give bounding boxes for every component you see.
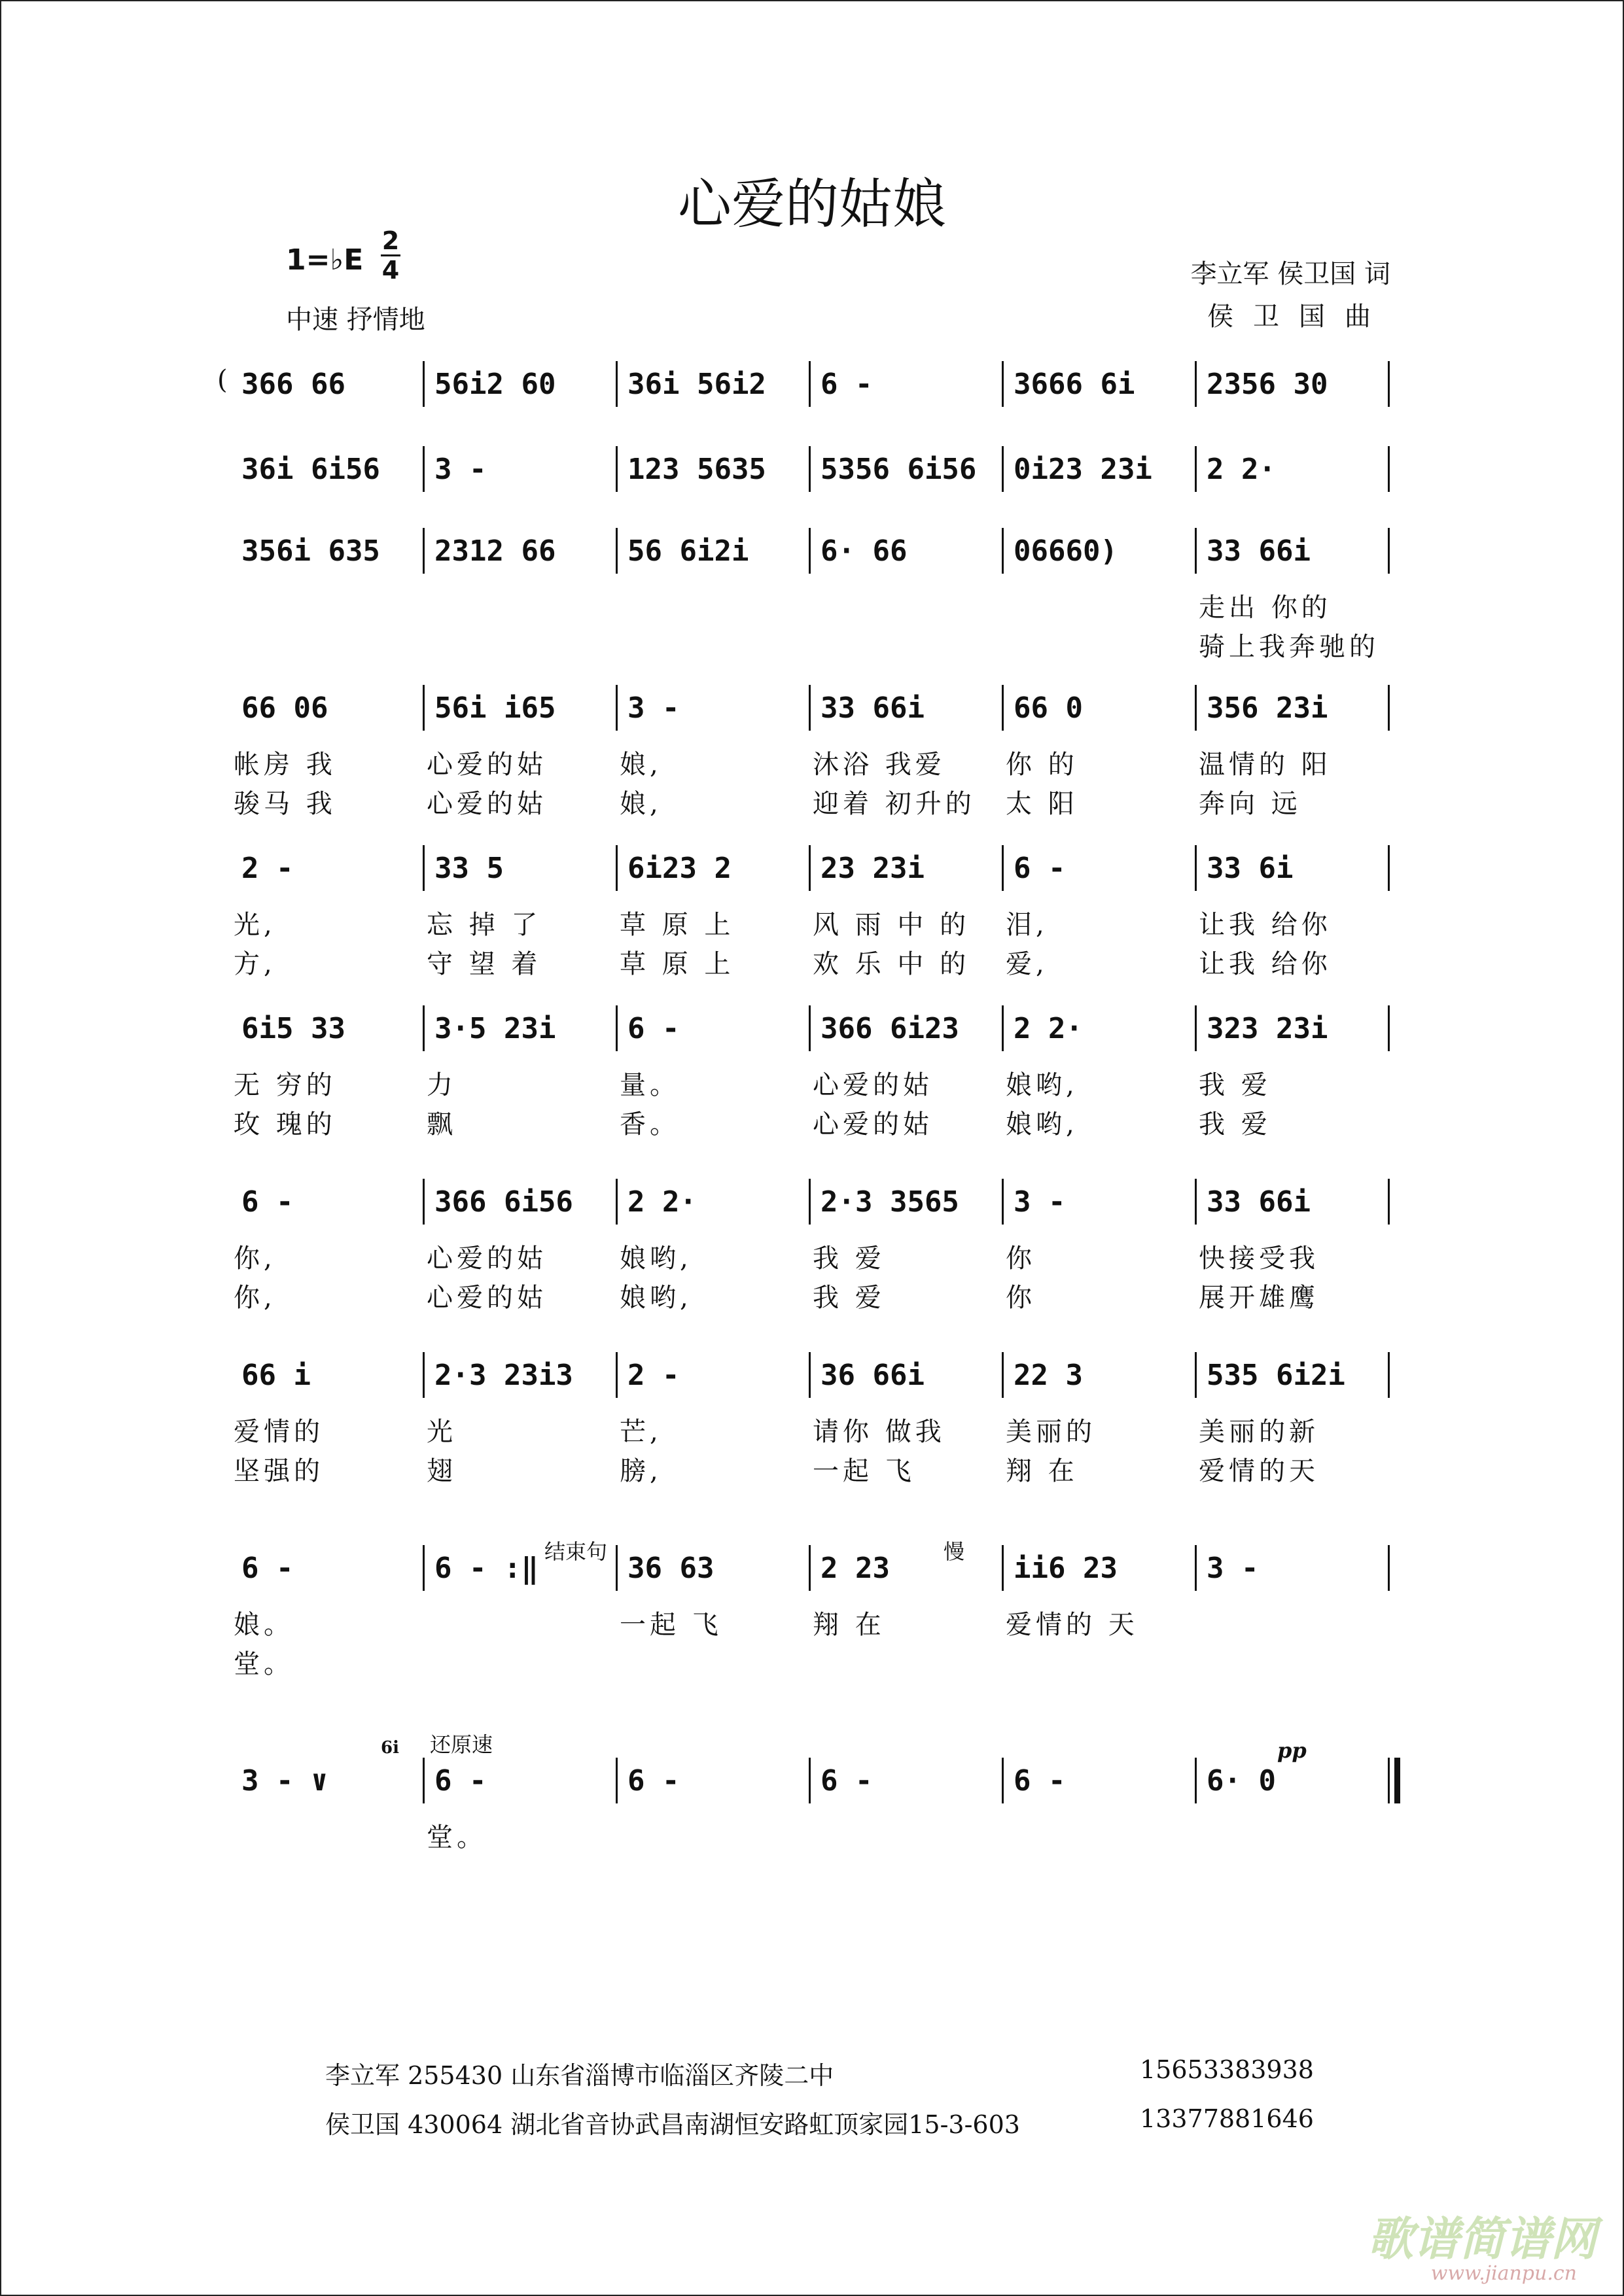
barline: [1388, 1758, 1390, 1803]
measure-notes: 2 23: [821, 1552, 890, 1585]
lyric-verse-2: 骑上我奔驰的: [1199, 632, 1379, 662]
lyric-verse-2: 我 爱: [813, 1283, 885, 1313]
lyric-verse-2: 迎着 初升的: [813, 789, 976, 819]
measure-notes: 66 i: [241, 1359, 311, 1392]
measure-notes: 3 -: [434, 453, 487, 486]
barline: [616, 528, 618, 574]
measure-notes: 33 5: [434, 852, 504, 885]
composer-credit: 侯卫国曲: [1207, 302, 1390, 332]
lyric-verse-1: 心爱的姑: [427, 1244, 547, 1274]
barline: [1002, 1005, 1004, 1051]
barline: [616, 1352, 618, 1398]
lyric-verse-1: 风 雨 中 的: [813, 910, 970, 940]
lyric-verse-1: 力: [427, 1070, 457, 1100]
grace-notes: 6i: [381, 1738, 399, 1758]
lyric-verse-2: 堂。: [234, 1649, 294, 1679]
measure-notes: 33 6i: [1207, 852, 1294, 885]
barline: [1388, 446, 1390, 492]
barline: [1195, 1352, 1197, 1398]
lyric-verse-1: 我 爱: [813, 1244, 885, 1274]
lyric-verse-1: 光: [427, 1417, 457, 1447]
measure-notes: 33 66i: [1207, 1185, 1311, 1219]
barline: [1388, 1545, 1390, 1591]
barline: [809, 1545, 811, 1591]
barline: [809, 446, 811, 492]
final-barline: [1394, 1758, 1400, 1803]
measure-notes: 36i 6i56: [241, 453, 380, 486]
measure-notes: 36 66i: [821, 1359, 925, 1392]
measure-notes: 6 -: [627, 1012, 680, 1045]
lyric-verse-1: 娘。: [234, 1610, 294, 1640]
slow-label: 慢: [944, 1539, 965, 1564]
barline: [616, 1545, 618, 1591]
footer-address-1: 李立军 255430 山东省淄博市临淄区齐陵二中: [325, 2061, 834, 2090]
measure-notes: 6i23 2: [627, 852, 732, 885]
lyric-verse-1: 快接受我: [1199, 1244, 1319, 1274]
measure-notes: 36 63: [627, 1552, 715, 1585]
barline: [1002, 528, 1004, 574]
barline: [423, 1758, 425, 1803]
measure-notes: 6i5 33: [241, 1012, 345, 1045]
barline: [1195, 1005, 1197, 1051]
barline: [423, 1352, 425, 1398]
measure-notes: 3 - ∨: [241, 1764, 328, 1798]
measure-notes: 6· 66: [821, 534, 908, 568]
lyric-verse-2: 展开雄鹰: [1199, 1283, 1319, 1313]
row-lead-mark: (: [217, 365, 228, 395]
measure-notes: 2 -: [627, 1359, 680, 1392]
lyric-verse-2: 香。: [620, 1109, 680, 1139]
lyric-verse-2: 太 阳: [1006, 789, 1078, 819]
lyric-verse-1: 你: [1006, 1244, 1036, 1274]
lyric-verse-2: 骏马 我: [234, 789, 336, 819]
barline: [1002, 446, 1004, 492]
barline: [809, 685, 811, 731]
lyric-verse-1: 心爱的姑: [427, 750, 547, 780]
lyric-verse-1: 你 的: [1006, 750, 1078, 780]
lyric-verse-2: 娘,: [620, 789, 662, 819]
barline: [809, 528, 811, 574]
lyric-verse-2: 坚强的: [234, 1456, 324, 1486]
lyric-verse-2: 飘: [427, 1109, 457, 1139]
resume-tempo-label: 还原速: [430, 1732, 493, 1757]
measure-notes: 356i 635: [241, 534, 380, 568]
barline: [616, 446, 618, 492]
measure-notes: 2·3 23i3: [434, 1359, 573, 1392]
lyric-verse-2: 娘哟,: [620, 1283, 692, 1313]
barline: [1195, 361, 1197, 407]
barline: [423, 528, 425, 574]
measure-notes: 6 -: [241, 1552, 294, 1585]
measure-notes: 3·5 23i: [434, 1012, 556, 1045]
lyric-verse-1: 无 穷的: [234, 1070, 336, 1100]
lyric-verse-2: 欢 乐 中 的: [813, 949, 970, 979]
barline: [423, 1005, 425, 1051]
lyric-verse-1: 帐房 我: [234, 750, 336, 780]
lyric-verse-2: 让我 给你: [1199, 949, 1332, 979]
barline: [1388, 1005, 1390, 1051]
tempo-marking: 中速 抒情地: [286, 305, 425, 335]
lyric-verse-2: 一起 飞: [813, 1456, 915, 1486]
barline: [809, 1005, 811, 1051]
measure-notes: 356 23i: [1207, 691, 1328, 725]
measure-notes: 2 -: [241, 852, 294, 885]
barline: [1388, 528, 1390, 574]
measure-notes: 06660): [1014, 534, 1118, 568]
barline: [1388, 1352, 1390, 1398]
barline: [1195, 446, 1197, 492]
lyric-verse-1: 爱情的: [234, 1417, 324, 1447]
measure-notes: 66 06: [241, 691, 328, 725]
measure-notes: 33 66i: [821, 691, 925, 725]
measure-notes: 366 66: [241, 368, 345, 401]
lyric-verse-2: 翅: [427, 1456, 457, 1486]
measure-notes: 6 - :‖: [434, 1552, 538, 1585]
barline: [616, 1005, 618, 1051]
measure-notes: 123 5635: [627, 453, 766, 486]
lyric-verse-2: 爱,: [1006, 949, 1048, 979]
lyric-verse-1: 一起 飞: [620, 1610, 722, 1640]
lyric-verse-1: 让我 给你: [1199, 910, 1332, 940]
lyric-verse-2: 守 望 着: [427, 949, 542, 979]
lyric-verse-2: 奔向 远: [1199, 789, 1301, 819]
lyric-verse-2: 我 爱: [1199, 1109, 1271, 1139]
measure-notes: 366 6i56: [434, 1185, 573, 1219]
barline: [1002, 1545, 1004, 1591]
barline: [616, 685, 618, 731]
lyric-verse-2: 你: [1006, 1283, 1036, 1313]
lyric-verse-1: 娘哟,: [620, 1244, 692, 1274]
footer-phone-2: 13377881646: [1140, 2104, 1314, 2133]
barline: [616, 845, 618, 891]
footer-phone-1: 15653383938: [1140, 2055, 1314, 2084]
barline: [1388, 685, 1390, 731]
lyric-verse-1: 爱情的 天: [1006, 1610, 1139, 1640]
ending-label: 结束句: [544, 1539, 608, 1564]
barline: [1195, 845, 1197, 891]
barline: [616, 1179, 618, 1225]
measure-notes: 66 0: [1014, 691, 1083, 725]
measure-notes: 6 -: [1014, 1764, 1066, 1798]
measure-notes: 2 2·: [1014, 1012, 1083, 1045]
measure-notes: 23 23i: [821, 852, 925, 885]
lyric-verse-1: 娘,: [620, 750, 662, 780]
barline: [1002, 1758, 1004, 1803]
lyric-verse-1: 泪,: [1006, 910, 1048, 940]
measure-notes: 56 6i2i: [627, 534, 749, 568]
measure-notes: 56i i65: [434, 691, 556, 725]
measure-notes: 3 -: [1207, 1552, 1259, 1585]
lyric-verse-1: 心爱的姑: [813, 1070, 933, 1100]
measure-notes: 0i23 23i: [1014, 453, 1152, 486]
watermark-url: www.jianpu.cn: [1430, 2262, 1577, 2285]
lyric-verse-1: 忘 掉 了: [427, 910, 542, 940]
key-signature: 1=♭E: [286, 243, 364, 277]
barline: [1195, 528, 1197, 574]
lyric-verse-1: 草 原 上: [620, 910, 735, 940]
measure-notes: 3666 6i: [1014, 368, 1135, 401]
barline: [1195, 1545, 1197, 1591]
measure-notes: 2 2·: [1207, 453, 1276, 486]
lyric-verse-1: 翔 在: [813, 1610, 885, 1640]
lyric-verse-1: 娘哟,: [1006, 1070, 1078, 1100]
lyric-verse-1: 你,: [234, 1244, 276, 1274]
measure-notes: 6 -: [627, 1764, 680, 1798]
barline: [1002, 1352, 1004, 1398]
measure-notes: 2356 30: [1207, 368, 1328, 401]
lyric-verse-1: 沐浴 我爱: [813, 750, 945, 780]
measure-notes: 33 66i: [1207, 534, 1311, 568]
measure-notes: 2312 66: [434, 534, 556, 568]
lyric-verse-1: 堂。: [427, 1822, 487, 1852]
barline: [1195, 1179, 1197, 1225]
measure-notes: 323 23i: [1207, 1012, 1328, 1045]
lyric-verse-2: 翔 在: [1006, 1456, 1078, 1486]
lyric-verse-1: 量。: [620, 1070, 680, 1100]
footer-address-2: 侯卫国 430064 湖北省音协武昌南湖恒安路虹顶家园15-3-603: [325, 2110, 1020, 2139]
measure-notes: 535 6i2i: [1207, 1359, 1345, 1392]
dynamic-marking: pp: [1277, 1738, 1307, 1763]
measure-notes: 3 -: [1014, 1185, 1066, 1219]
measure-notes: ii6 23: [1014, 1552, 1118, 1585]
barline: [1002, 361, 1004, 407]
measure-notes: 36i 56i2: [627, 368, 766, 401]
lyric-verse-1: 温情的 阳: [1199, 750, 1332, 780]
measure-notes: 2·3 3565: [821, 1185, 959, 1219]
barline: [1002, 685, 1004, 731]
barline: [809, 361, 811, 407]
barline: [423, 685, 425, 731]
measure-notes: 6 -: [821, 368, 873, 401]
barline: [1195, 685, 1197, 731]
watermark-logo: 歌谱简谱网: [1368, 2212, 1597, 2266]
lyric-verse-2: 心爱的姑: [427, 1283, 547, 1313]
measure-notes: 6· 0: [1207, 1764, 1276, 1798]
lyric-verse-1: 美丽的: [1006, 1417, 1096, 1447]
time-signature: [378, 227, 404, 284]
measure-notes: 6 -: [1014, 852, 1066, 885]
lyric-verse-1: 美丽的新: [1199, 1417, 1319, 1447]
measure-notes: 3 -: [627, 691, 680, 725]
lyric-verse-1: 我 爱: [1199, 1070, 1271, 1100]
measure-notes: 6 -: [241, 1185, 294, 1219]
barline: [423, 446, 425, 492]
song-title: 心爱的姑娘: [677, 173, 946, 235]
lyric-verse-2: 心爱的姑: [813, 1109, 933, 1139]
barline: [1388, 361, 1390, 407]
lyricist-credit: 李立军 侯卫国 词: [1190, 259, 1390, 289]
lyric-verse-1: 请你 做我: [813, 1417, 945, 1447]
lyric-verse-2: 方,: [234, 949, 276, 979]
lyric-verse-1: 光,: [234, 910, 276, 940]
barline: [809, 1179, 811, 1225]
lyric-verse-1: 走出 你的: [1199, 593, 1332, 623]
lyric-verse-2: 心爱的姑: [427, 789, 547, 819]
barline: [1002, 1179, 1004, 1225]
barline: [1388, 1179, 1390, 1225]
barline: [809, 1352, 811, 1398]
barline: [1195, 1758, 1197, 1803]
barline: [1002, 845, 1004, 891]
barline: [1388, 845, 1390, 891]
barline: [616, 1758, 618, 1803]
lyric-verse-2: 娘哟,: [1006, 1109, 1078, 1139]
lyric-verse-2: 你,: [234, 1283, 276, 1313]
measure-notes: 2 2·: [627, 1185, 697, 1219]
time-top: 2: [381, 226, 400, 255]
measure-notes: 6 -: [434, 1764, 487, 1798]
barline: [809, 1758, 811, 1803]
lyric-verse-2: 膀,: [620, 1456, 662, 1486]
measure-notes: 6 -: [821, 1764, 873, 1798]
barline: [423, 1545, 425, 1591]
barline: [423, 845, 425, 891]
measure-notes: 366 6i23: [821, 1012, 959, 1045]
measure-notes: 56i2 60: [434, 368, 556, 401]
barline: [423, 361, 425, 407]
measure-notes: 22 3: [1014, 1359, 1083, 1392]
lyric-verse-1: 芒,: [620, 1417, 662, 1447]
barline: [423, 1179, 425, 1225]
lyric-verse-2: 玫 瑰的: [234, 1109, 336, 1139]
lyric-verse-2: 草 原 上: [620, 949, 735, 979]
barline: [809, 845, 811, 891]
lyric-verse-2: 爱情的天: [1199, 1456, 1319, 1486]
time-bottom: 4: [381, 256, 400, 285]
barline: [616, 361, 618, 407]
measure-notes: 5356 6i56: [821, 453, 977, 486]
